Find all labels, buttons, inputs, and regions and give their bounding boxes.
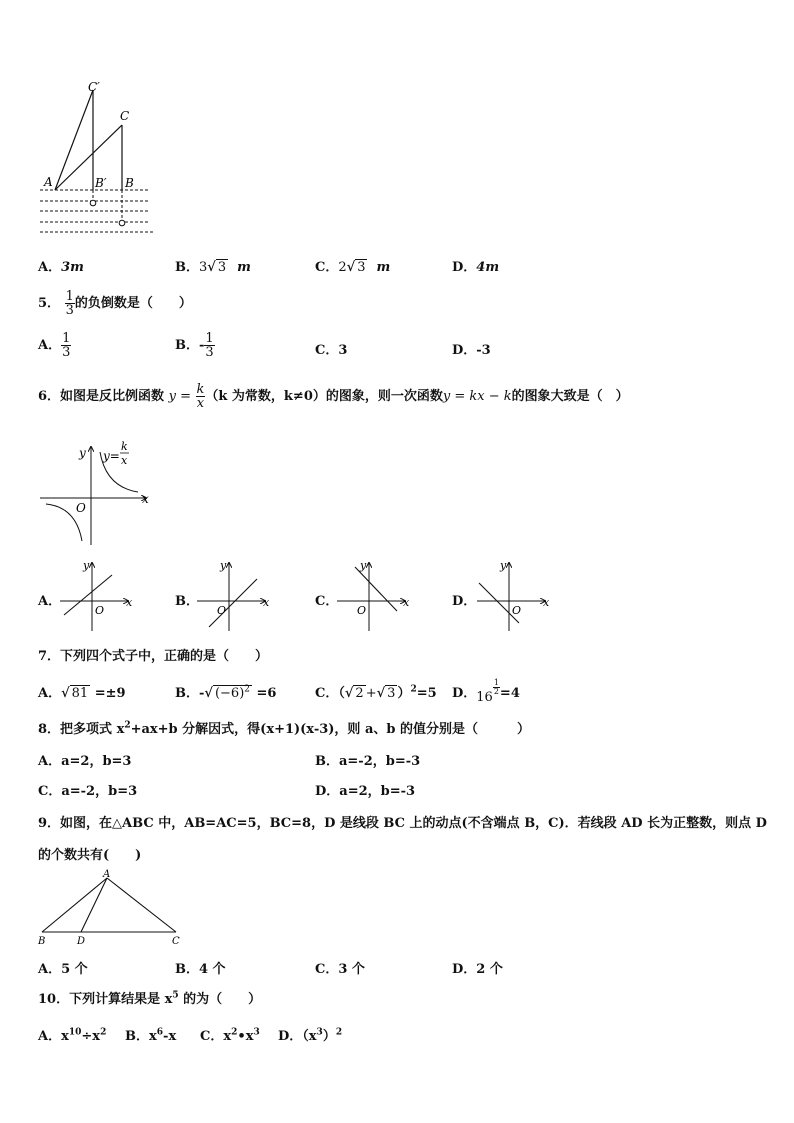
paren: （ [338, 686, 345, 701]
option-text: =4 [499, 686, 520, 701]
origin-label: O [95, 604, 105, 617]
q10-option-c[interactable]: C．$x^2•x^3$ [200, 1027, 260, 1044]
q6-option-a-label[interactable]: A． [38, 594, 62, 609]
q8-option-d[interactable]: D．a=2，b=-3 [315, 784, 416, 799]
question-number: 7． [38, 649, 61, 664]
q7-stem [38, 645, 268, 664]
q7-option-c[interactable]: C．（√ 2 +√ 3 ）$^2$=5 [315, 684, 437, 701]
linear-function: y = kx − k [442, 389, 512, 404]
axis-label-x: x [543, 596, 550, 609]
option-letter: A． [38, 1029, 62, 1044]
q8-stem [38, 718, 530, 737]
option-letter: B． [175, 686, 199, 701]
option-letter: C． [315, 260, 339, 275]
option-letter: B． [125, 1029, 149, 1044]
axis-label-x: x [403, 596, 410, 609]
q5-option-c[interactable] [315, 339, 347, 358]
question-number: 10． [38, 992, 70, 1007]
option-line [209, 579, 257, 627]
q7-option-a[interactable]: A．√ 81 =±9 [38, 686, 126, 701]
option-letter: D． [452, 260, 477, 275]
q5-option-b[interactable] [175, 332, 215, 359]
axis-label-x: x [126, 596, 133, 609]
q4-option-a[interactable] [38, 256, 84, 275]
option-line [64, 575, 112, 615]
function-fraction: $\frac{k}{x}$ [196, 382, 205, 411]
q6-option-b-label[interactable]: B． [175, 594, 199, 609]
option-letter: B． [175, 338, 199, 353]
q8-option-c[interactable]: C．a=-2，b=3 [38, 784, 138, 799]
option-letter: C． [315, 686, 339, 701]
q9-option-c[interactable]: C．3 个 [315, 962, 365, 977]
option-text: 4m [476, 260, 500, 275]
question-text: 的负倒数是（ ） [74, 296, 192, 311]
q9-option-a[interactable]: A．5 个 [38, 962, 88, 977]
question-text: 的为（ ） [178, 992, 262, 1007]
option-letter: B． [175, 260, 199, 275]
q5-option-a[interactable] [38, 332, 71, 359]
q9-stem-line1 [38, 812, 767, 831]
option-letter: D． [452, 343, 477, 358]
axis-label-x: x [263, 596, 270, 609]
origin-label: O [76, 501, 86, 515]
q8-option-b[interactable]: B．a=-2，b=-3 [315, 754, 421, 769]
exponent: 2 [124, 720, 131, 731]
axis-label-y: y [360, 559, 367, 572]
option-text: 3 [338, 343, 348, 358]
q9-stem-line2: 的个数共有( ) [38, 848, 142, 863]
function-y: y = [168, 389, 191, 404]
q6-option-b-graph[interactable] [195, 557, 275, 633]
vertex-label-a: A [103, 869, 111, 880]
operator: + [365, 686, 377, 701]
option-text: =±9 [90, 686, 126, 701]
option-letter: D． [452, 686, 477, 701]
q10-option-b[interactable]: B．$x^6-x$ [125, 1027, 177, 1044]
q4-option-c[interactable]: C．2√ 3 m [315, 260, 391, 275]
radicand: $(-6)^2$ [214, 684, 250, 701]
func-label-y: y= [103, 449, 120, 463]
origin-label: O [217, 604, 227, 617]
exponent-fraction: $\frac{1}{2}$ [493, 678, 499, 696]
option-letter: A． [38, 686, 62, 701]
question-text: +ax+b 分解因式，得(x+1)(x-3)，则 a、b 的值分别是（ ） [130, 722, 530, 737]
q6-option-c-label[interactable]: C． [315, 594, 339, 609]
option-text: =5 [416, 686, 437, 701]
q6-reference-graph [38, 437, 153, 547]
side-ac [107, 878, 176, 932]
q5-stem [38, 290, 192, 317]
question-text: 如图，在△ABC 中，AB=AC=5，BC=8，D 是线段 BC 上的动点(不含端点 B，C)．若线段 AD 长为正整数，则点 D [60, 816, 767, 831]
q6-option-c-graph[interactable] [335, 557, 415, 633]
option-text: =6 [252, 686, 277, 701]
option-fraction: $\frac{1}{3}$ [62, 331, 71, 360]
q4-label-b-prime: B′ [95, 176, 107, 190]
radicand: 3 [387, 686, 396, 701]
option-letter: A． [38, 260, 62, 275]
segment-ad [81, 878, 107, 932]
q9-triangle-figure [35, 868, 185, 948]
q4-point-b [119, 220, 125, 226]
q7-option-d[interactable] [452, 678, 520, 705]
q6-option-d-label[interactable]: D． [452, 594, 477, 609]
option-letter: A． [38, 338, 62, 353]
vertex-label-b: B [38, 936, 46, 947]
option-line [479, 583, 522, 623]
question-text: 下列计算结果是 x [69, 992, 173, 1007]
func-label-k: k [121, 440, 128, 453]
q8-option-a[interactable]: A．a=2，b=3 [38, 754, 132, 769]
q6-option-d-graph[interactable] [475, 557, 555, 633]
sign: - [199, 338, 205, 353]
q4-line-a-cprime [55, 90, 93, 190]
q10-stem [38, 988, 261, 1007]
option-text: 3m [61, 260, 84, 275]
side-ab [42, 878, 107, 932]
axis-label-y: y [500, 559, 507, 572]
option-letter: C． [200, 1029, 224, 1044]
q5-fraction: $\frac{1}{3}$ [65, 289, 74, 318]
axis-label-y: y [220, 559, 227, 572]
q4-figure [30, 75, 170, 240]
exponent: 2 [410, 684, 417, 695]
func-label-x: x [121, 454, 128, 467]
radicand: 2 [355, 686, 364, 701]
q5-option-d[interactable] [452, 339, 491, 358]
axis-label-x: x [142, 492, 149, 506]
question-number: 6． [38, 389, 61, 404]
q4-line-a-c [55, 125, 122, 190]
q6-stem [38, 383, 629, 410]
q9-option-b[interactable]: B．4 个 [175, 962, 226, 977]
option-fraction: $\frac{1}{3}$ [205, 331, 214, 360]
q4-point-bprime [90, 200, 96, 206]
question-text: 的图象大致是（ ） [511, 389, 629, 404]
vertex-label-c: C [172, 936, 180, 947]
option-letter: D． [278, 1029, 303, 1044]
q4-option-d[interactable] [452, 256, 499, 275]
axis-label-y: y [79, 446, 86, 460]
q7-option-b[interactable]: B．-√ $(-6)^2 =6$ [175, 684, 277, 701]
paren: ） [397, 686, 411, 701]
question-text: 把多项式 x [60, 722, 125, 737]
q9-option-d[interactable]: D．2 个 [452, 962, 503, 977]
question-text: （k 为常数，k≠0）的图象，则一次函数 [205, 389, 443, 404]
option-letter: C． [315, 343, 339, 358]
axis-label-y: y [83, 559, 90, 572]
exponent: 5 [172, 990, 179, 1001]
q4-label-c: C [120, 109, 130, 123]
radicand: 3 [217, 260, 227, 275]
question-text: 如图是反比例函数 [60, 389, 165, 404]
q10-option-a[interactable]: A．$x^{10}\div x^2$ [38, 1027, 107, 1044]
question-number: 8． [38, 722, 61, 737]
question-number: 9． [38, 816, 61, 831]
q4-label-c-prime: C′ [88, 80, 100, 94]
option-text: -3 [476, 343, 491, 358]
radicand: 81 [71, 686, 89, 701]
radicand: 3 [357, 260, 366, 275]
q4-option-b[interactable]: B．3√ 3 m [175, 260, 251, 275]
coefficient: 3 [199, 260, 208, 275]
base: 16 [476, 690, 493, 705]
question-text: 下列四个式子中，正确的是（ ） [60, 649, 269, 664]
sign: - [199, 686, 205, 701]
unit: m [237, 260, 251, 275]
unit: m [376, 260, 391, 275]
q6-option-a-graph[interactable] [58, 557, 138, 633]
q4-label-a: A [44, 175, 53, 189]
coefficient: 2 [338, 260, 347, 275]
question-number: 5． [38, 296, 61, 311]
q10-option-d[interactable]: D．$(x^3)^2$ [278, 1027, 343, 1044]
q4-label-b: B [125, 176, 134, 190]
point-label-d: D [77, 936, 86, 947]
origin-label: O [357, 604, 367, 617]
origin-label: O [512, 604, 522, 617]
